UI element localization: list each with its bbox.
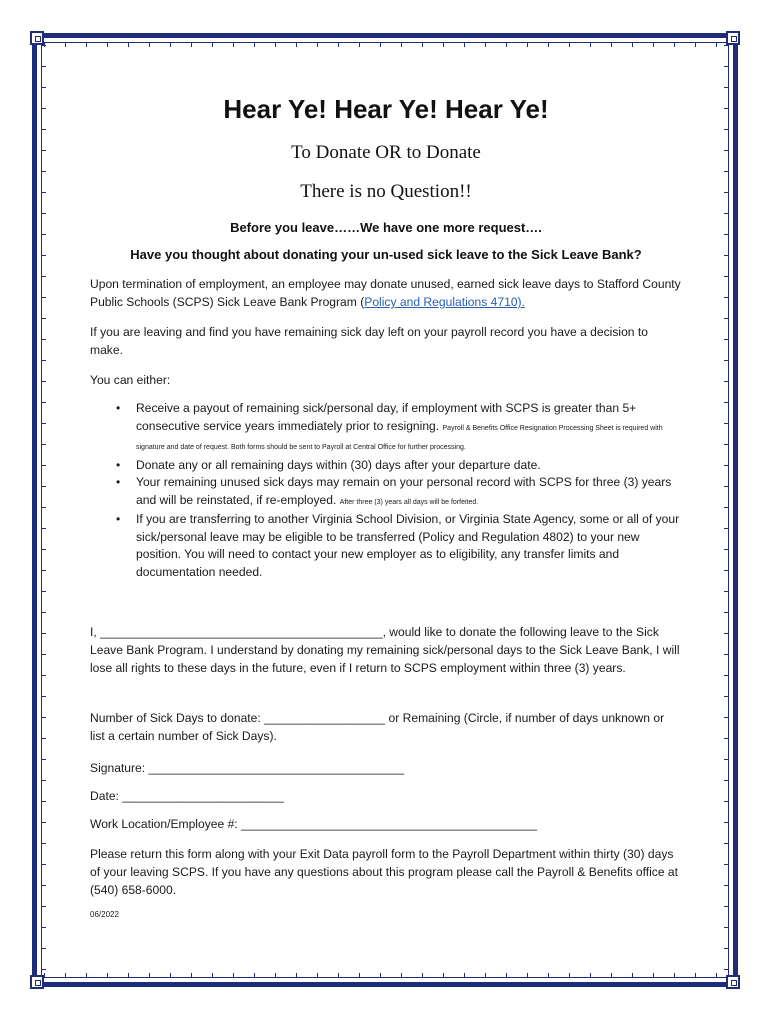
bullet-icon: • — [116, 457, 121, 472]
intro-text: Upon termination of employment, an employee may donate unused, earned sick leave days to Stafford County Public Schools (SCPS) Sick Leave Bank Program ( — [90, 277, 681, 309]
bullet-icon: • — [116, 475, 121, 489]
donation-pledge: I, __________________________________________, would like to donate the following leave to the Sick Leave Bank Program. I understand by donating my remaining sick/personal days to the Sick Leave Bank, I will lose all rights to these days in the future, even if I return to SCPS employment within three (3) years. — [90, 625, 680, 675]
bullet-icon: • — [116, 512, 121, 526]
revision-date: 06/2022 — [90, 910, 119, 919]
options-intro: You can either: — [90, 373, 171, 387]
border-ticks-right — [724, 45, 728, 975]
corner-ornament-top-right — [726, 31, 740, 45]
request-line: Before you leave……We have one more request…. — [230, 220, 542, 235]
corner-ornament-top-left — [30, 31, 44, 45]
page-title: Hear Ye! Hear Ye! Hear Ye! — [223, 94, 549, 124]
date-field[interactable]: Date: ________________________ — [90, 789, 284, 803]
border-ticks-top — [44, 43, 726, 47]
signature-field[interactable]: Signature: ______________________________________ — [90, 761, 405, 775]
list-item: • Your remaining unused sick days may remain on your personal record with SCPS for three (3) years and will be reinstated, if re-employed. After three (3) years all days will be forfeited. — [116, 475, 672, 507]
border-ticks-left — [42, 45, 46, 975]
corner-ornament-bottom-left — [30, 975, 44, 989]
list-item: • If you are transferring to another Virginia School Division, or Virginia State Agency, some or all of your sick/personal leave may be eligible to be transferred (Policy and Regulation 4802) to your new position. You will need to contact your new employer as to eligibility, any transfer limits and documentation needed. — [116, 512, 680, 579]
list-item: • Receive a payout of remaining sick/personal day, if employment with SCPS is greater than 5+ consecutive service years immediately prior to resigning. Payroll & Benefits Office Resignation Processing Sheet is required with signature and date of request. Both forms should be sent to Payroll at Central Office for further processing. — [116, 401, 663, 451]
bullet-icon: • — [116, 401, 121, 415]
options-list — [90, 400, 682, 581]
return-instructions: Please return this form along with your Exit Data payroll form to the Payroll Department within thirty (30) days of your leaving SCPS. If you have any questions about this program please call the Payroll & Benefits office at (540) 658-6000. — [90, 847, 678, 897]
subtitle-question: There is no Question!! — [300, 181, 472, 202]
policy-link[interactable]: Policy and Regulations 4710). — [364, 295, 525, 309]
corner-ornament-bottom-right — [726, 975, 740, 989]
work-location-field[interactable]: Work Location/Employee #: ____________________________________________ — [90, 817, 537, 831]
sick-days-field[interactable]: Number of Sick Days to donate: __________________ or Remaining (Circle, if number of days unknown or list a certain number of Sick Days). — [90, 711, 665, 743]
question-line: Have you thought about donating your un-used sick leave to the Sick Leave Bank? — [130, 247, 642, 262]
list-item: • Donate any or all remaining days within (30) days after your departure date. — [90, 457, 682, 475]
subtitle-donate: To Donate OR to Donate — [291, 142, 481, 163]
decision-paragraph: If you are leaving and find you have remaining sick day left on your payroll record you have a decision to make. — [90, 325, 648, 357]
intro-paragraph — [90, 275, 682, 311]
border-ticks-bottom — [44, 973, 726, 977]
